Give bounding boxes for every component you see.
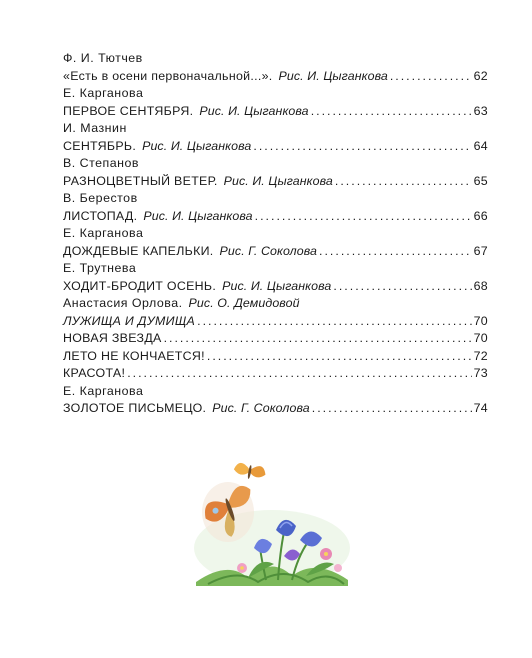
toc-entry[interactable]: [63, 313, 488, 331]
entry-title: ХОДИТ-БРОДИТ ОСЕНЬ.: [63, 278, 217, 293]
entry-title: ЛИСТОПАД.: [63, 208, 138, 223]
dot-leader: [333, 278, 471, 296]
entry-page-number: 62: [473, 68, 488, 83]
entry-title: ЗОЛОТОЕ ПИСЬМЕЦО.: [63, 401, 207, 415]
toc-entry[interactable]: [63, 278, 488, 296]
dot-leader: [207, 348, 472, 366]
toc-entry[interactable]: [63, 173, 488, 191]
entry-title: ПЕРВОЕ СЕНТЯБРЯ.: [63, 103, 194, 118]
entry-title: ЛУЖИЩА И ДУМИЩА: [63, 313, 196, 328]
author-name: В. Степанов: [63, 156, 139, 170]
author-illustrator-credit: Рис. О. Демидовой: [188, 296, 300, 310]
author-name: Ф. И. Тютчев: [63, 51, 143, 65]
entry-title: РАЗНОЦВЕТНЫЙ ВЕТЕР.: [63, 173, 218, 188]
author-name: Е. Карганова: [63, 226, 144, 240]
entry-title: ЛЕТО НЕ КОНЧАЕТСЯ!: [63, 348, 205, 363]
author-name: И. Мазнин: [63, 121, 127, 135]
toc-entry[interactable]: [63, 330, 488, 348]
entry-illustrator-credit: Рис. И. Цыганкова: [223, 173, 333, 188]
toc-entry[interactable]: [63, 103, 488, 121]
toc-entry[interactable]: [63, 138, 488, 156]
entry-page-number: 68: [473, 278, 488, 293]
toc-entry[interactable]: [63, 400, 488, 418]
author-name: Е. Карганова: [63, 86, 144, 100]
entry-title: ДОЖДЕВЫЕ КАПЕЛЬКИ.: [63, 243, 214, 258]
toc-author: [63, 295, 488, 313]
toc-author: [63, 85, 488, 103]
entry-page-number: 67: [473, 243, 488, 258]
entry-page-number: 74: [473, 401, 488, 415]
toc-author: [63, 120, 488, 138]
dot-leader: [311, 103, 472, 121]
entry-illustrator-credit: Рис. И. Цыганкова: [199, 103, 309, 118]
toc-entry[interactable]: [63, 243, 488, 261]
entry-page-number: 72: [473, 348, 488, 363]
entry-page-number: 65: [473, 173, 488, 188]
toc-author: [63, 50, 488, 68]
entry-page-number: 66: [473, 208, 488, 223]
dot-leader: [127, 365, 471, 383]
toc-author: [63, 225, 488, 243]
author-name: Е. Карганова: [63, 383, 144, 398]
dot-leader: [319, 243, 472, 261]
entry-title: СЕНТЯБРЬ.: [63, 138, 137, 153]
dot-leader: [335, 173, 472, 191]
entry-title: «Есть в осени первоначальной...».: [63, 68, 273, 83]
author-name: Е. Трутнева: [63, 261, 137, 275]
dot-leader: [390, 68, 472, 86]
dot-leader: [255, 208, 472, 226]
toc-author: [63, 155, 488, 173]
author-name: В. Берестов: [63, 191, 138, 205]
toc-entry[interactable]: [63, 348, 488, 366]
author-name: Анастасия Орлова.: [63, 296, 183, 310]
toc-author: [63, 190, 488, 208]
entry-page-number: 64: [473, 138, 488, 153]
entry-page-number: 73: [473, 366, 488, 380]
entry-page-number: 70: [473, 313, 488, 328]
dot-leader: [197, 313, 471, 331]
entry-title: КРАСОТА!: [63, 366, 126, 380]
entry-illustrator-credit: Рис. И. Цыганкова: [278, 68, 388, 83]
table-of-contents: [63, 50, 488, 418]
butterflies-and-bluebells-icon: [188, 452, 356, 592]
toc-entry[interactable]: [63, 365, 488, 383]
entry-page-number: 63: [473, 103, 488, 118]
entry-title: НОВАЯ ЗВЕЗДА: [63, 331, 162, 345]
entry-illustrator-credit: Рис. И. Цыганкова: [142, 138, 252, 153]
dot-leader: [164, 330, 472, 348]
entry-illustrator-credit: Рис. Г. Соколова: [219, 243, 318, 258]
dot-leader: [312, 400, 472, 418]
entry-illustrator-credit: Рис. Г. Соколова: [212, 401, 310, 415]
dot-leader: [253, 138, 471, 156]
entry-illustrator-credit: Рис. И. Цыганкова: [143, 208, 253, 223]
toc-entry[interactable]: [63, 208, 488, 226]
entry-illustrator-credit: Рис. И. Цыганкова: [222, 278, 332, 293]
toc-entry[interactable]: [63, 68, 488, 86]
toc-author: [63, 383, 488, 401]
toc-author: [63, 260, 488, 278]
entry-page-number: 70: [473, 331, 488, 345]
